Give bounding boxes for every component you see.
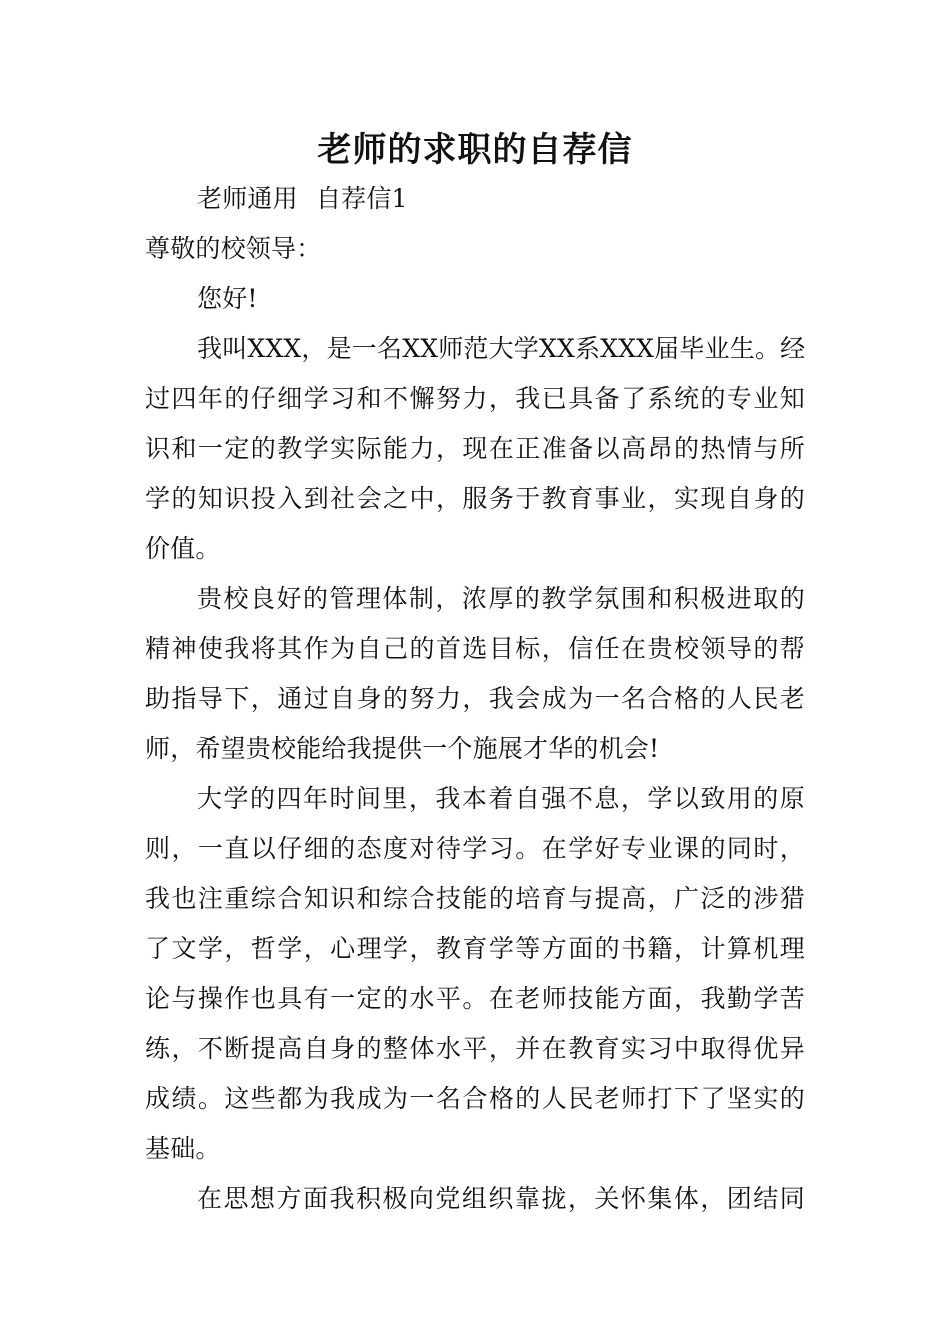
greeting: 您好! — [197, 284, 258, 313]
paragraph-line: 助指导下，通过自身的努力，我会成为一名合格的人民老 — [145, 684, 805, 713]
document-title: 老师的求职的自荐信 — [317, 130, 633, 170]
paragraph-line: 练，不断提高自身的整体水平，并在教育实习中取得优异 — [145, 1034, 805, 1063]
salutation: 尊敬的校领导： — [145, 234, 322, 263]
paragraph-2 — [145, 574, 805, 774]
paragraph-line: 成绩。这些都为我成为一名合格的人民老师打下了坚实的 — [145, 1084, 805, 1113]
paragraph-line: 价值。 — [145, 534, 221, 563]
paragraph-line: 我叫XXX，是一名XX师范大学XX系XXX届毕业生。经 — [197, 334, 806, 363]
paragraph-line: 精神使我将其作为自己的首选目标，信任在贵校领导的帮 — [145, 634, 805, 663]
paragraph-line: 贵校良好的管理体制，浓厚的教学氛围和积极进取的 — [197, 584, 805, 613]
paragraph-line: 基础。 — [145, 1134, 221, 1163]
paragraph-line: 学的知识投入到社会之中，服务于教育事业，实现自身的 — [145, 484, 805, 513]
paragraph-line: 在思想方面我积极向党组织靠拢，关怀集体，团结同 — [197, 1184, 805, 1213]
letter-body — [145, 174, 805, 1224]
paragraph-line: 师，希望贵校能给我提供一个施展才华的机会! — [145, 734, 660, 763]
document-subtitle: 老师通用 自荐信1 — [197, 184, 408, 213]
paragraph-line: 过四年的仔细学习和不懈努力，我已具备了系统的专业知 — [145, 384, 805, 413]
paragraph-line: 大学的四年时间里，我本着自强不息，学以致用的原 — [197, 784, 805, 813]
paragraph-line: 论与操作也具有一定的水平。在老师技能方面，我勤学苦 — [145, 984, 805, 1013]
paragraph-4 — [145, 1174, 805, 1224]
paragraph-1 — [145, 324, 805, 574]
paragraph-line: 了文学，哲学，心理学，教育学等方面的书籍，计算机理 — [145, 934, 805, 963]
paragraph-3 — [145, 774, 805, 1174]
paragraph-line: 识和一定的教学实际能力，现在正准备以高昂的热情与所 — [145, 434, 805, 463]
paragraph-line: 则，一直以仔细的态度对待学习。在学好专业课的同时， — [145, 834, 805, 863]
paragraph-line: 我也注重综合知识和综合技能的培育与提高，广泛的涉猎 — [145, 884, 805, 913]
